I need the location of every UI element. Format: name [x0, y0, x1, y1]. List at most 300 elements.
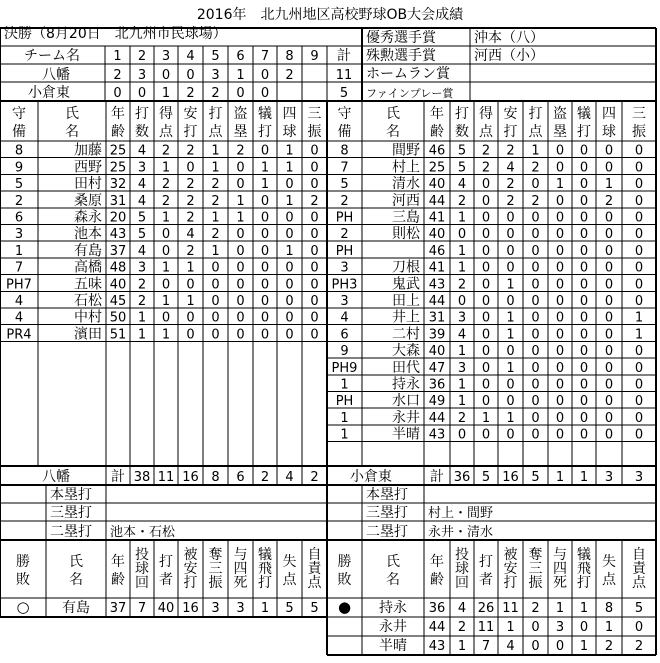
right-batting-row-11-col-0: 4 [340, 310, 349, 326]
right-batting-row-6-col-2: 40 [428, 227, 446, 243]
svg-text:自: 自 [632, 547, 646, 563]
left-total-5: 2 [260, 470, 270, 485]
svg-text:与: 与 [553, 547, 567, 563]
svg-text:回: 回 [135, 575, 149, 591]
right-batting-row-15-col-3: 1 [457, 377, 467, 393]
right-batting-row-1-col-4: 2 [481, 143, 491, 159]
svg-text:回: 回 [455, 575, 469, 591]
left-batting-row-4-col-1: 桑原 [74, 192, 102, 209]
svg-text:齢: 齢 [430, 572, 444, 588]
right-batting-row-9-col-5: 1 [506, 277, 515, 293]
left-batting-row-10-col-5: 1 [186, 294, 195, 309]
left-pitching-header-8 [258, 546, 272, 591]
inning-header-5: 5 [211, 49, 220, 64]
right-batting-header-7 [553, 106, 567, 140]
left-batting-row-10-col-10: 0 [310, 294, 319, 309]
left-batting-row-1-col-1: 加藤 [74, 142, 102, 159]
left-batting-row-2-col-5: 0 [186, 160, 195, 176]
right-pitching-row-2-col-10: 0 [634, 620, 644, 635]
left-batting-row-8-col-2: 48 [109, 260, 127, 276]
right-batting-row-15-col-5: 0 [506, 377, 515, 393]
right-batting-row-3-col-4: 0 [481, 177, 491, 193]
left-batting-row-12-col-10: 0 [310, 327, 319, 343]
right-batting-row-8-col-9: 0 [604, 260, 614, 276]
left-batting-row-4-col-2: 31 [109, 193, 127, 209]
linescore-team-1-inning-3: 0 [161, 68, 171, 83]
linescore-team-1-inning-4: 0 [186, 68, 195, 83]
left-total-3: 8 [211, 470, 220, 485]
left-batting-row-9-col-4: 0 [161, 277, 171, 293]
left-batting-row-8-col-5: 1 [186, 260, 195, 276]
inning-header-3: 3 [161, 49, 171, 64]
award-value-1: 沖本（八） [474, 30, 544, 46]
svg-text:齢: 齢 [111, 124, 125, 140]
left-pitching-row-1-col-8: 1 [260, 601, 270, 616]
right-batting-row-1-col-2: 46 [428, 143, 446, 159]
right-batting-row-18-col-9: 0 [604, 427, 614, 443]
left-batting-row-3-col-2: 32 [109, 177, 127, 193]
left-batting-row-9-col-7: 0 [236, 277, 245, 293]
left-pitching-row-1-col-3: 7 [137, 601, 147, 616]
award-label-3: ホームラン賞 [366, 66, 450, 82]
svg-text:点: 点 [282, 572, 297, 588]
left-batting-row-8-col-4: 1 [161, 260, 171, 276]
left-batting-row-12-col-3: 1 [137, 327, 147, 343]
left-batting-row-9-col-1: 五味 [74, 276, 102, 293]
svg-text:球: 球 [455, 561, 469, 577]
left-batting-row-6-col-4: 0 [161, 227, 171, 243]
right-batting-row-15-col-9: 0 [604, 377, 614, 393]
right-batting-row-13-col-1: 大森 [392, 343, 420, 360]
right-batting-row-13-col-3: 1 [457, 344, 467, 360]
svg-text:齢: 齢 [111, 572, 125, 588]
left-batting-row-12-col-6: 0 [211, 327, 220, 343]
right-batting-row-13-col-2: 40 [428, 344, 446, 360]
right-batting-row-3-col-1: 清水 [392, 176, 420, 193]
svg-text:打: 打 [258, 124, 272, 140]
left-batting-row-3-col-7: 0 [236, 177, 245, 193]
left-batting-row-7-col-1: 有島 [74, 242, 102, 259]
left-batting-row-9-col-10: 0 [310, 277, 319, 293]
right-batting-row-13-col-10: 0 [634, 344, 644, 360]
svg-text:三: 三 [208, 561, 223, 577]
right-batting-row-4-col-9: 2 [604, 193, 614, 209]
right-batting-row-12-col-8: 0 [579, 327, 589, 343]
right-batting-row-7-col-10: 0 [634, 243, 644, 259]
left-extra-label-1: 三塁打 [50, 505, 92, 521]
right-batting-row-6-col-4: 0 [481, 227, 491, 243]
svg-text:守: 守 [337, 106, 352, 122]
left-pitching-header-7 [234, 547, 248, 591]
right-batting-row-16-col-4: 0 [481, 394, 491, 410]
svg-text:三: 三 [307, 106, 322, 122]
left-batting-row-8-col-7: 0 [236, 260, 245, 276]
svg-text:死: 死 [553, 575, 567, 591]
svg-text:四: 四 [282, 106, 297, 122]
left-batting-row-4-col-6: 2 [211, 193, 220, 209]
right-batting-row-9-col-3: 2 [457, 277, 467, 293]
right-batting-row-6-col-1: 則松 [392, 226, 420, 243]
right-batting-row-14-col-2: 47 [428, 360, 446, 376]
left-batting-row-2-col-6: 1 [211, 160, 220, 176]
right-batting-row-17-col-6: 0 [531, 410, 540, 426]
right-batting-row-3-col-0: 5 [340, 177, 349, 193]
right-batting-row-7-col-0: PH [335, 243, 354, 259]
left-batting-row-8-col-8: 0 [260, 260, 270, 276]
right-batting-row-4-col-7: 0 [555, 193, 565, 209]
right-batting-row-5-col-5: 0 [506, 210, 515, 226]
right-batting-row-4-col-0: 2 [340, 193, 349, 209]
left-pitching-header-0 [16, 554, 30, 588]
left-batting-header-4 [159, 106, 174, 140]
right-total-5: 1 [579, 470, 589, 485]
linescore-team-2-inning-3: 1 [161, 86, 171, 101]
right-batting-row-16-col-8: 0 [579, 394, 589, 410]
svg-text:飛: 飛 [577, 561, 591, 577]
right-batting-row-3-col-9: 1 [604, 177, 614, 193]
right-batting-row-8-col-10: 0 [634, 260, 644, 276]
right-pitching-header-4 [479, 553, 493, 588]
left-batting-row-1-col-4: 2 [161, 143, 171, 159]
right-batting-row-18-col-10: 0 [634, 427, 644, 443]
right-batting-row-18-col-5: 0 [506, 427, 515, 443]
left-batting-row-9-col-0: PH7 [6, 277, 32, 293]
right-pitching-row-3-col-6: 0 [531, 639, 540, 654]
left-batting-row-1-col-3: 4 [137, 143, 147, 159]
left-batting-row-9-col-5: 0 [186, 277, 195, 293]
linescore-team-2-inning-6: 0 [236, 86, 245, 101]
svg-text:四: 四 [553, 561, 567, 577]
right-batting-row-13-col-7: 0 [555, 344, 565, 360]
left-batting-row-3-col-0: 5 [14, 177, 24, 193]
right-batting-row-15-col-0: 1 [340, 377, 349, 393]
right-batting-row-1-col-10: 0 [634, 143, 644, 159]
left-batting-row-1-col-7: 2 [236, 143, 245, 159]
svg-text:打: 打 [208, 106, 223, 122]
left-batting-row-12-col-9: 0 [285, 327, 294, 343]
left-batting-row-10-col-7: 0 [236, 294, 245, 309]
right-batting-row-2-col-0: 7 [340, 160, 349, 176]
right-batting-row-14-col-4: 0 [481, 360, 491, 376]
right-total-0: 36 [453, 470, 471, 485]
svg-text:打: 打 [159, 554, 173, 570]
right-batting-row-13-col-0: 9 [340, 344, 349, 360]
right-batting-row-11-col-6: 0 [531, 310, 540, 326]
linescore-team-2-name: 小倉東 [28, 85, 70, 101]
left-pitching-row-1-col-0: ○ [16, 598, 30, 616]
right-pitching-row-3-col-5: 4 [506, 639, 515, 654]
right-batting-row-1-col-0: 8 [340, 143, 349, 159]
right-total-7: 3 [634, 470, 644, 485]
linescore-team-1-inning-8: 2 [285, 68, 294, 83]
right-batting-row-16-col-10: 0 [634, 394, 644, 410]
inning-header-4: 4 [186, 49, 195, 64]
right-batting-row-4-col-4: 0 [481, 193, 491, 209]
left-batting-row-5-col-0: 6 [14, 210, 24, 226]
right-batting-row-3-col-5: 2 [506, 177, 515, 193]
left-batting-row-3-col-8: 1 [260, 177, 270, 193]
left-batting-row-1-col-0: 8 [14, 143, 24, 159]
right-total-6: 3 [604, 470, 614, 485]
svg-text:犠: 犠 [258, 547, 272, 563]
right-pitching-row-3-col-8: 1 [579, 639, 589, 654]
right-batting-row-16-col-5: 0 [506, 394, 515, 410]
inning-header-8: 8 [285, 49, 294, 64]
right-batting-row-18-col-2: 43 [428, 427, 446, 443]
right-extra-label-0: 本塁打 [366, 487, 408, 503]
right-pitching-row-2-col-7: 3 [555, 620, 565, 635]
left-batting-row-4-col-10: 2 [310, 193, 319, 209]
linescore-team-2-inning-4: 2 [186, 86, 195, 101]
left-batting-row-6-col-8: 0 [260, 227, 270, 243]
left-batting-row-5-col-4: 1 [161, 210, 171, 226]
right-total-label: 計 [430, 469, 444, 485]
left-pitching-header-6 [209, 547, 223, 591]
linescore-team-1-inning-6: 1 [236, 68, 245, 83]
right-batting-row-6-col-7: 0 [555, 227, 565, 243]
right-batting-row-1-col-1: 間野 [392, 142, 420, 159]
svg-text:打: 打 [455, 106, 469, 122]
left-batting-header-1 [65, 106, 79, 140]
left-total-4: 6 [236, 470, 245, 485]
svg-text:四: 四 [233, 561, 248, 577]
svg-text:点: 点 [159, 124, 173, 140]
award-label-2: 殊勲選手賞 [366, 48, 436, 64]
right-batting-row-16-col-2: 49 [428, 394, 446, 410]
left-pitching-row-1-col-6: 3 [211, 601, 220, 616]
svg-text:氏: 氏 [65, 106, 79, 122]
left-batting-row-2-col-10: 0 [310, 160, 319, 176]
right-batting-row-11-col-7: 0 [555, 310, 565, 326]
right-batting-header-4 [479, 106, 494, 140]
right-pitching-row-2-col-4: 11 [477, 620, 495, 635]
right-batting-row-11-col-8: 0 [579, 310, 589, 326]
right-batting-row-4-col-6: 2 [531, 193, 540, 209]
right-pitching-row-3-col-3: 1 [457, 639, 467, 654]
right-batting-header-5 [504, 106, 518, 140]
right-batting-row-7-col-4: 0 [481, 243, 491, 259]
left-batting-row-10-col-3: 2 [137, 294, 147, 309]
right-extra-value-1: 村上・間野 [428, 506, 494, 521]
right-batting-row-8-col-4: 0 [481, 260, 491, 276]
linescore-team-1-inning-5: 3 [211, 68, 220, 83]
left-batting-row-1-col-8: 0 [260, 143, 270, 159]
right-pitching-row-3-col-2: 43 [428, 639, 446, 654]
right-batting-row-14-col-9: 0 [604, 360, 614, 376]
right-batting-row-1-col-6: 1 [531, 143, 540, 159]
right-batting-row-14-col-1: 田代 [392, 359, 420, 376]
svg-text:名: 名 [65, 124, 79, 140]
right-pitching-row-1-col-8: 1 [579, 601, 589, 616]
svg-text:盗: 盗 [553, 106, 567, 122]
svg-text:安: 安 [503, 106, 518, 122]
right-batting-row-7-col-9: 0 [604, 243, 614, 259]
svg-text:塁: 塁 [233, 124, 248, 140]
left-batting-row-4-col-7: 1 [236, 193, 245, 209]
right-batting-row-8-col-8: 0 [579, 260, 589, 276]
left-total-6: 4 [285, 470, 294, 485]
svg-text:打: 打 [503, 575, 518, 591]
award-label-4: ファインプレー賞 [366, 87, 454, 100]
right-batting-row-1-col-8: 0 [579, 143, 589, 159]
right-batting-row-5-col-2: 41 [428, 210, 446, 226]
left-batting-row-8-col-10: 0 [310, 260, 319, 276]
left-batting-row-8-col-6: 0 [211, 260, 220, 276]
right-batting-row-18-col-3: 0 [457, 427, 467, 443]
sheet-title: 2016年 北九州地区高校野球OB大会成績 [196, 7, 464, 23]
right-batting-row-2-col-2: 25 [428, 160, 446, 176]
right-batting-header-3 [455, 105, 469, 140]
right-batting-row-12-col-9: 0 [604, 327, 614, 343]
right-pitching-header-7 [553, 547, 567, 591]
right-batting-row-3-col-7: 1 [555, 177, 565, 193]
left-extra-label-2: 二塁打 [50, 524, 92, 540]
right-batting-row-9-col-1: 鬼武 [392, 276, 420, 293]
right-batting-row-15-col-4: 0 [481, 377, 491, 393]
left-batting-row-6-col-9: 0 [285, 227, 294, 243]
left-pitching-header-3 [135, 546, 149, 591]
svg-text:名: 名 [69, 572, 83, 588]
right-batting-row-13-col-8: 0 [579, 344, 589, 360]
svg-text:名: 名 [386, 124, 400, 140]
right-batting-row-5-col-9: 0 [604, 210, 614, 226]
left-batting-row-5-col-2: 20 [109, 210, 127, 226]
left-batting-row-5-col-5: 2 [186, 210, 195, 226]
right-batting-row-16-col-1: 水口 [392, 393, 420, 410]
right-batting-row-18-col-1: 半晴 [392, 426, 420, 443]
svg-text:三: 三 [528, 561, 543, 577]
right-batting-row-13-col-4: 0 [481, 344, 491, 360]
left-batting-row-12-col-5: 0 [186, 327, 195, 343]
left-batting-header-8 [258, 105, 272, 140]
svg-text:失: 失 [282, 554, 297, 570]
left-pitching-header-5 [184, 547, 198, 591]
svg-text:守: 守 [12, 106, 26, 122]
right-pitching-row-1-col-0: ● [337, 598, 352, 616]
right-batting-row-14-col-3: 3 [457, 360, 467, 376]
left-pitching-header-10 [308, 547, 323, 591]
right-pitching-row-2-col-2: 44 [428, 620, 446, 635]
right-pitching-row-2-col-1: 永井 [379, 619, 407, 635]
svg-text:振: 振 [528, 575, 543, 591]
right-batting-row-17-col-8: 0 [579, 410, 589, 426]
right-batting-row-17-col-0: 1 [340, 410, 349, 426]
inning-header-2: 2 [137, 49, 147, 64]
left-batting-row-1-col-10: 0 [310, 143, 319, 159]
right-batting-row-15-col-8: 0 [579, 377, 589, 393]
svg-text:安: 安 [183, 106, 198, 122]
linescore-team-2-inning-1: 0 [113, 86, 122, 101]
right-batting-row-4-col-8: 0 [579, 193, 589, 209]
svg-text:氏: 氏 [386, 106, 400, 122]
left-batting-header-0 [12, 106, 26, 140]
left-batting-row-6-col-7: 0 [236, 227, 245, 243]
svg-text:被: 被 [183, 547, 198, 563]
left-batting-row-5-col-7: 1 [236, 210, 245, 226]
right-batting-row-10-col-7: 0 [555, 294, 565, 309]
svg-text:打: 打 [183, 575, 198, 591]
left-batting-row-3-col-3: 4 [137, 177, 147, 193]
left-batting-row-2-col-2: 25 [109, 160, 127, 176]
left-batting-row-9-col-2: 40 [109, 277, 127, 293]
right-batting-row-5-col-8: 0 [579, 210, 589, 226]
left-batting-row-8-col-3: 3 [137, 260, 147, 276]
right-pitching-header-3 [455, 546, 469, 591]
svg-text:年: 年 [111, 106, 125, 122]
left-batting-row-2-col-7: 0 [236, 160, 245, 176]
right-total-4: 1 [555, 470, 565, 485]
svg-text:投: 投 [455, 547, 469, 563]
right-pitching-row-1-col-3: 4 [457, 601, 467, 616]
svg-text:点: 点 [632, 575, 646, 591]
right-batting-row-6-col-10: 0 [634, 227, 644, 243]
svg-text:犠: 犠 [577, 547, 591, 563]
right-batting-row-14-col-0: PH9 [331, 360, 358, 376]
right-pitching-row-2-col-3: 2 [457, 620, 467, 635]
right-batting-row-13-col-5: 0 [506, 344, 515, 360]
right-batting-row-14-col-6: 0 [531, 360, 540, 376]
right-batting-row-10-col-6: 0 [531, 294, 540, 309]
svg-text:死: 死 [233, 575, 248, 591]
right-batting-row-1-col-7: 0 [555, 143, 565, 159]
left-batting-row-5-col-8: 0 [260, 210, 270, 226]
right-batting-row-3-col-10: 0 [634, 177, 644, 193]
right-pitching-header-2 [430, 553, 444, 588]
right-batting-row-14-col-10: 0 [634, 360, 644, 376]
svg-text:年: 年 [111, 554, 125, 570]
right-pitching-row-3-col-4: 7 [481, 639, 491, 654]
left-batting-row-6-col-0: 3 [14, 227, 24, 243]
right-batting-row-3-col-6: 0 [531, 177, 540, 193]
left-total-7: 2 [310, 470, 319, 485]
right-batting-row-1-col-3: 5 [457, 143, 467, 159]
right-batting-row-10-col-8: 0 [579, 294, 589, 309]
right-batting-row-10-col-1: 田上 [392, 293, 420, 309]
left-batting-row-3-col-6: 2 [211, 177, 220, 193]
right-pitching-row-1-col-5: 11 [502, 601, 519, 616]
right-batting-row-18-col-0: 1 [340, 427, 349, 443]
left-batting-row-5-col-1: 森永 [74, 209, 102, 226]
left-total-1: 11 [157, 470, 175, 485]
right-extra-label-2: 二塁打 [366, 524, 408, 540]
left-batting-row-11-col-7: 0 [236, 310, 245, 326]
svg-text:者: 者 [159, 572, 173, 588]
right-batting-row-8-col-6: 0 [531, 260, 540, 276]
right-batting-row-10-col-4: 0 [481, 294, 491, 309]
left-batting-row-7-col-6: 1 [211, 243, 220, 259]
left-batting-row-12-col-0: PR4 [6, 327, 32, 343]
left-batting-row-11-col-3: 1 [137, 310, 147, 326]
right-batting-row-9-col-9: 0 [604, 277, 614, 293]
right-batting-row-11-col-10: 1 [634, 310, 644, 326]
right-batting-row-16-col-3: 1 [457, 394, 467, 410]
left-batting-row-2-col-9: 1 [285, 160, 294, 176]
right-batting-row-8-col-2: 41 [428, 260, 446, 276]
left-batting-row-2-col-4: 1 [161, 160, 171, 176]
left-batting-row-5-col-6: 1 [211, 210, 220, 226]
right-batting-row-5-col-10: 0 [634, 210, 644, 226]
svg-text:球: 球 [135, 561, 149, 577]
right-batting-row-15-col-10: 0 [634, 377, 644, 393]
right-batting-row-9-col-0: PH3 [331, 277, 358, 293]
svg-text:年: 年 [430, 106, 444, 122]
right-batting-row-6-col-3: 0 [457, 227, 467, 243]
right-pitching-row-1-col-4: 26 [477, 601, 495, 616]
left-batting-header-10 [308, 106, 322, 140]
game-info: 決勝（8月20日 北九州市民球場） [4, 26, 227, 42]
right-batting-header-1 [386, 106, 400, 140]
right-batting-row-9-col-7: 0 [555, 277, 565, 293]
